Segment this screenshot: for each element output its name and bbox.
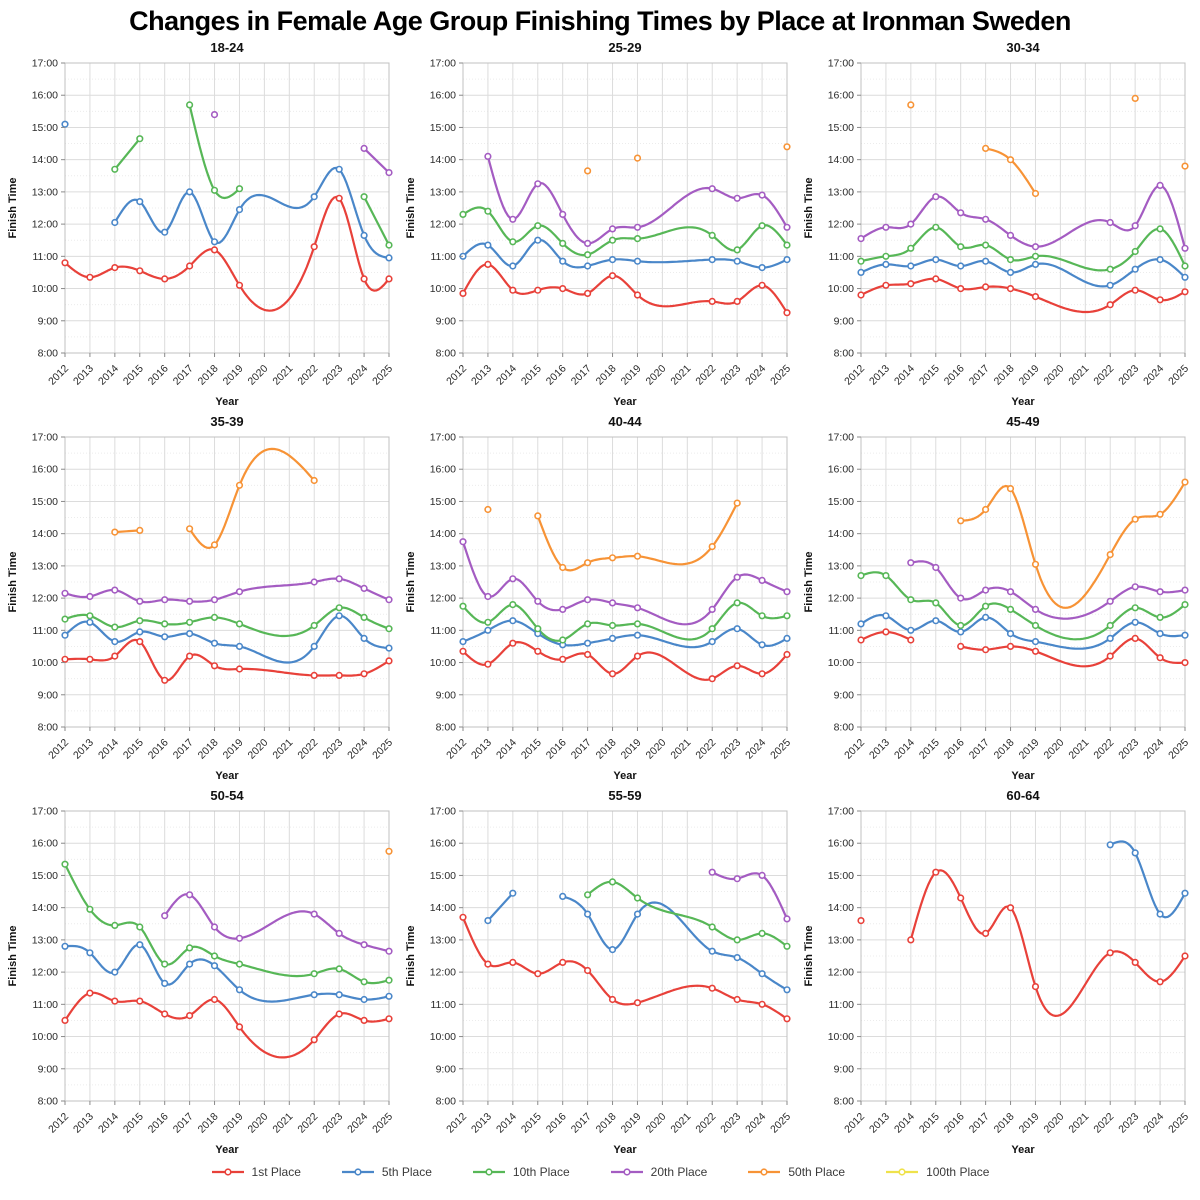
svg-text:15:00: 15:00 [31, 495, 58, 508]
svg-text:2021: 2021 [270, 736, 296, 762]
svg-text:13:00: 13:00 [429, 560, 456, 573]
svg-text:2019: 2019 [1016, 736, 1042, 762]
svg-text:2022: 2022 [693, 1110, 719, 1136]
svg-text:15:00: 15:00 [827, 495, 854, 508]
page-title: Changes in Female Age Group Finishing Times by Place at Ironman Sweden [129, 6, 1071, 36]
svg-text:2013: 2013 [867, 1110, 893, 1136]
svg-text:2014: 2014 [95, 362, 121, 388]
legend-item-20th-place [610, 1165, 708, 1179]
svg-text:16:00: 16:00 [31, 89, 58, 102]
svg-text:2021: 2021 [270, 1110, 296, 1136]
svg-text:2014: 2014 [493, 736, 519, 762]
svg-text:17:00: 17:00 [827, 57, 854, 70]
legend-label: 5th Place [381, 1165, 432, 1179]
svg-text:2013: 2013 [867, 736, 893, 762]
svg-text:17:00: 17:00 [827, 431, 854, 444]
svg-text:16:00: 16:00 [429, 463, 456, 476]
svg-text:12:00: 12:00 [429, 592, 456, 605]
svg-text:2019: 2019 [618, 1110, 644, 1136]
subplot-title: 18-24 [210, 40, 244, 55]
svg-text:2013: 2013 [469, 736, 495, 762]
svg-text:2012: 2012 [46, 736, 72, 762]
svg-text:2016: 2016 [941, 736, 967, 762]
subplot-25-29 [401, 39, 799, 413]
svg-text:2024: 2024 [345, 736, 371, 762]
subplot-title: 60-64 [1006, 788, 1040, 803]
svg-text:11:00: 11:00 [430, 250, 456, 263]
y-axis-label: Finish Time [405, 551, 417, 613]
svg-text:13:00: 13:00 [31, 560, 58, 573]
legend-label: 100th Place [926, 1165, 990, 1179]
subplot-45-49 [799, 413, 1197, 787]
subplot-35-39 [3, 413, 401, 787]
svg-text:2020: 2020 [1041, 362, 1067, 388]
legend-marker-icon [341, 1166, 375, 1178]
svg-text:2012: 2012 [842, 1110, 868, 1136]
x-axis-label: Year [613, 1144, 637, 1156]
svg-text:2015: 2015 [916, 362, 942, 388]
legend-marker-icon [610, 1166, 644, 1178]
svg-text:2024: 2024 [345, 1110, 371, 1136]
svg-text:2023: 2023 [1116, 736, 1142, 762]
svg-text:2015: 2015 [120, 1110, 146, 1136]
svg-text:11:00: 11:00 [430, 998, 456, 1011]
svg-text:2017: 2017 [568, 736, 594, 762]
svg-text:2022: 2022 [1091, 1110, 1117, 1136]
svg-text:12:00: 12:00 [827, 592, 854, 605]
svg-text:2023: 2023 [320, 362, 346, 388]
svg-text:2014: 2014 [493, 362, 519, 388]
svg-text:2013: 2013 [71, 1110, 97, 1136]
svg-text:10:00: 10:00 [827, 283, 854, 296]
svg-text:2023: 2023 [718, 1110, 744, 1136]
svg-text:9:00: 9:00 [833, 689, 854, 702]
x-axis-label: Year [215, 770, 239, 782]
subplot-title: 50-54 [210, 788, 244, 803]
svg-text:2019: 2019 [1016, 1110, 1042, 1136]
series-markers [62, 102, 392, 288]
svg-text:2021: 2021 [668, 1110, 694, 1136]
svg-text:17:00: 17:00 [31, 805, 58, 818]
legend-marker-icon [747, 1166, 781, 1178]
subplot-title: 55-59 [608, 788, 642, 803]
svg-text:14:00: 14:00 [827, 902, 854, 915]
subplot-title: 25-29 [608, 40, 642, 55]
svg-text:2017: 2017 [568, 362, 594, 388]
subplot-18-24 [3, 39, 401, 413]
svg-text:2020: 2020 [643, 362, 669, 388]
svg-text:2017: 2017 [170, 362, 196, 388]
svg-text:2020: 2020 [245, 1110, 271, 1136]
svg-text:2016: 2016 [941, 362, 967, 388]
svg-text:14:00: 14:00 [429, 902, 456, 915]
charts-grid [0, 39, 1200, 1161]
svg-text:12:00: 12:00 [31, 966, 58, 979]
svg-text:12:00: 12:00 [429, 966, 456, 979]
svg-text:10:00: 10:00 [827, 657, 854, 670]
svg-text:2025: 2025 [768, 362, 794, 388]
series-markers [460, 869, 790, 1021]
svg-text:9:00: 9:00 [37, 315, 58, 328]
svg-text:10:00: 10:00 [31, 1031, 58, 1044]
svg-text:2022: 2022 [1091, 736, 1117, 762]
svg-text:11:00: 11:00 [828, 624, 854, 637]
svg-text:17:00: 17:00 [429, 57, 456, 70]
svg-text:2013: 2013 [469, 1110, 495, 1136]
y-axis-label: Finish Time [7, 925, 19, 987]
svg-text:2022: 2022 [295, 736, 321, 762]
svg-text:15:00: 15:00 [31, 869, 58, 882]
y-axis-label: Finish Time [405, 925, 417, 987]
svg-text:10:00: 10:00 [31, 657, 58, 670]
svg-text:2020: 2020 [245, 362, 271, 388]
svg-text:2025: 2025 [1166, 1110, 1192, 1136]
y-axis-label: Finish Time [7, 551, 19, 613]
svg-text:2021: 2021 [668, 736, 694, 762]
svg-text:9:00: 9:00 [435, 1063, 456, 1076]
svg-text:13:00: 13:00 [429, 186, 456, 199]
svg-text:13:00: 13:00 [31, 186, 58, 199]
legend-marker-icon [472, 1166, 506, 1178]
svg-text:11:00: 11:00 [32, 998, 58, 1011]
svg-text:2022: 2022 [295, 362, 321, 388]
legend-item-5th-place [341, 1165, 432, 1179]
svg-text:14:00: 14:00 [31, 902, 58, 915]
y-axis-label: Finish Time [803, 925, 815, 987]
svg-text:12:00: 12:00 [827, 966, 854, 979]
svg-text:2014: 2014 [891, 1110, 917, 1136]
svg-text:16:00: 16:00 [827, 89, 854, 102]
svg-text:2018: 2018 [991, 736, 1017, 762]
svg-text:2017: 2017 [170, 1110, 196, 1136]
x-axis-label: Year [215, 396, 239, 408]
svg-text:2024: 2024 [1141, 362, 1167, 388]
svg-text:15:00: 15:00 [429, 121, 456, 134]
svg-text:11:00: 11:00 [430, 624, 456, 637]
subplot-55-59 [401, 787, 799, 1161]
svg-text:2025: 2025 [1166, 362, 1192, 388]
svg-text:17:00: 17:00 [31, 57, 58, 70]
svg-text:9:00: 9:00 [435, 315, 456, 328]
series-markers [62, 478, 392, 683]
svg-text:2023: 2023 [1116, 362, 1142, 388]
svg-text:13:00: 13:00 [827, 560, 854, 573]
svg-text:16:00: 16:00 [429, 837, 456, 850]
svg-text:2021: 2021 [668, 362, 694, 388]
subplot-50-54 [3, 787, 401, 1161]
svg-text:12:00: 12:00 [827, 218, 854, 231]
svg-text:2012: 2012 [842, 736, 868, 762]
svg-text:13:00: 13:00 [827, 934, 854, 947]
svg-text:15:00: 15:00 [429, 869, 456, 882]
svg-text:2015: 2015 [120, 362, 146, 388]
svg-text:2017: 2017 [966, 1110, 992, 1136]
subplot-30-34 [799, 39, 1197, 413]
y-axis-label: Finish Time [405, 177, 417, 239]
svg-text:2024: 2024 [1141, 736, 1167, 762]
subplot-title: 30-34 [1006, 40, 1040, 55]
svg-text:2018: 2018 [991, 362, 1017, 388]
svg-text:2021: 2021 [1066, 1110, 1092, 1136]
svg-text:2022: 2022 [1091, 362, 1117, 388]
svg-text:2024: 2024 [1141, 1110, 1167, 1136]
legend-marker-icon [885, 1166, 919, 1178]
svg-text:2013: 2013 [71, 362, 97, 388]
y-axis-label: Finish Time [803, 551, 815, 613]
svg-text:2025: 2025 [768, 1110, 794, 1136]
subplot-60-64 [799, 787, 1197, 1161]
svg-text:2021: 2021 [1066, 362, 1092, 388]
svg-text:15:00: 15:00 [827, 121, 854, 134]
svg-text:8:00: 8:00 [833, 347, 854, 360]
svg-text:2018: 2018 [195, 362, 221, 388]
series-lines [65, 449, 389, 681]
svg-text:10:00: 10:00 [827, 1031, 854, 1044]
svg-text:13:00: 13:00 [429, 934, 456, 947]
svg-text:14:00: 14:00 [429, 154, 456, 167]
svg-text:2014: 2014 [891, 736, 917, 762]
svg-text:2012: 2012 [46, 362, 72, 388]
svg-text:9:00: 9:00 [833, 315, 854, 328]
svg-text:2017: 2017 [966, 362, 992, 388]
svg-text:2022: 2022 [693, 736, 719, 762]
legend-label: 20th Place [650, 1165, 708, 1179]
svg-text:2014: 2014 [493, 1110, 519, 1136]
svg-text:14:00: 14:00 [429, 528, 456, 541]
svg-text:16:00: 16:00 [827, 837, 854, 850]
svg-text:2020: 2020 [1041, 736, 1067, 762]
svg-text:2016: 2016 [145, 1110, 171, 1136]
svg-text:2023: 2023 [718, 362, 744, 388]
subplot-40-44 [401, 413, 799, 787]
svg-text:2015: 2015 [518, 736, 544, 762]
svg-text:2016: 2016 [941, 1110, 967, 1136]
svg-text:2017: 2017 [170, 736, 196, 762]
svg-text:14:00: 14:00 [31, 528, 58, 541]
svg-text:9:00: 9:00 [435, 689, 456, 702]
svg-text:2015: 2015 [916, 1110, 942, 1136]
svg-text:9:00: 9:00 [37, 1063, 58, 1076]
svg-text:16:00: 16:00 [31, 463, 58, 476]
svg-text:11:00: 11:00 [32, 624, 58, 637]
svg-text:2016: 2016 [543, 1110, 569, 1136]
x-axis-label: Year [1011, 396, 1035, 408]
svg-text:11:00: 11:00 [828, 998, 854, 1011]
svg-text:2017: 2017 [966, 736, 992, 762]
svg-text:8:00: 8:00 [833, 1095, 854, 1108]
svg-text:2019: 2019 [618, 736, 644, 762]
x-axis-label: Year [1011, 1144, 1035, 1156]
svg-text:2020: 2020 [643, 1110, 669, 1136]
svg-text:2025: 2025 [370, 1110, 396, 1136]
svg-text:2025: 2025 [768, 736, 794, 762]
svg-text:16:00: 16:00 [31, 837, 58, 850]
svg-text:2020: 2020 [1041, 1110, 1067, 1136]
x-axis-label: Year [1011, 770, 1035, 782]
svg-text:15:00: 15:00 [31, 121, 58, 134]
svg-text:17:00: 17:00 [429, 805, 456, 818]
subplot-title: 35-39 [210, 414, 244, 429]
svg-text:2023: 2023 [320, 1110, 346, 1136]
svg-text:2015: 2015 [518, 1110, 544, 1136]
svg-text:2019: 2019 [618, 362, 644, 388]
legend-label: 50th Place [788, 1165, 846, 1179]
svg-text:2020: 2020 [245, 736, 271, 762]
svg-text:2023: 2023 [320, 736, 346, 762]
svg-text:2025: 2025 [370, 736, 396, 762]
svg-text:15:00: 15:00 [827, 869, 854, 882]
svg-text:11:00: 11:00 [828, 250, 854, 263]
svg-text:2018: 2018 [195, 1110, 221, 1136]
svg-text:2024: 2024 [743, 736, 769, 762]
svg-text:8:00: 8:00 [37, 1095, 58, 1108]
svg-text:16:00: 16:00 [827, 463, 854, 476]
svg-text:2019: 2019 [220, 1110, 246, 1136]
series-lines [911, 842, 1185, 1016]
legend-item-1st-place [211, 1165, 301, 1179]
svg-text:2018: 2018 [593, 1110, 619, 1136]
svg-text:14:00: 14:00 [31, 154, 58, 167]
svg-text:2012: 2012 [444, 736, 470, 762]
svg-text:2021: 2021 [270, 362, 296, 388]
svg-text:2019: 2019 [1016, 362, 1042, 388]
svg-text:2022: 2022 [295, 1110, 321, 1136]
svg-text:2016: 2016 [145, 362, 171, 388]
svg-text:15:00: 15:00 [429, 495, 456, 508]
svg-text:2019: 2019 [220, 362, 246, 388]
svg-text:8:00: 8:00 [37, 347, 58, 360]
svg-text:8:00: 8:00 [435, 347, 456, 360]
svg-text:2012: 2012 [444, 362, 470, 388]
svg-text:10:00: 10:00 [429, 283, 456, 296]
svg-text:2018: 2018 [195, 736, 221, 762]
svg-text:17:00: 17:00 [429, 431, 456, 444]
svg-text:2018: 2018 [593, 736, 619, 762]
svg-text:9:00: 9:00 [833, 1063, 854, 1076]
series-markers [62, 849, 392, 1043]
legend-item-10th-place [472, 1165, 570, 1179]
svg-text:2022: 2022 [693, 362, 719, 388]
svg-text:13:00: 13:00 [827, 186, 854, 199]
svg-text:8:00: 8:00 [37, 721, 58, 734]
svg-text:17:00: 17:00 [31, 431, 58, 444]
svg-text:2012: 2012 [46, 1110, 72, 1136]
svg-text:9:00: 9:00 [37, 689, 58, 702]
subplot-title: 40-44 [608, 414, 642, 429]
svg-text:2020: 2020 [643, 736, 669, 762]
svg-text:8:00: 8:00 [833, 721, 854, 734]
svg-text:11:00: 11:00 [32, 250, 58, 263]
series-lines [65, 864, 389, 1057]
svg-text:2023: 2023 [1116, 1110, 1142, 1136]
svg-text:2016: 2016 [145, 736, 171, 762]
legend-label: 10th Place [512, 1165, 570, 1179]
svg-text:13:00: 13:00 [31, 934, 58, 947]
svg-text:2013: 2013 [867, 362, 893, 388]
svg-text:14:00: 14:00 [827, 154, 854, 167]
svg-text:10:00: 10:00 [31, 283, 58, 296]
svg-text:2024: 2024 [743, 362, 769, 388]
svg-text:2023: 2023 [718, 736, 744, 762]
svg-text:17:00: 17:00 [827, 805, 854, 818]
svg-text:2012: 2012 [444, 1110, 470, 1136]
subplot-title: 45-49 [1006, 414, 1040, 429]
svg-text:2014: 2014 [95, 736, 121, 762]
svg-text:10:00: 10:00 [429, 1031, 456, 1044]
svg-text:2014: 2014 [95, 1110, 121, 1136]
y-axis-label: Finish Time [803, 177, 815, 239]
svg-text:2025: 2025 [1166, 736, 1192, 762]
svg-text:2015: 2015 [120, 736, 146, 762]
svg-text:8:00: 8:00 [435, 721, 456, 734]
series-lines [463, 503, 787, 680]
series-markers [460, 500, 790, 681]
svg-text:10:00: 10:00 [429, 657, 456, 670]
legend [0, 1165, 1200, 1179]
svg-text:2025: 2025 [370, 362, 396, 388]
x-axis-label: Year [613, 396, 637, 408]
svg-text:2018: 2018 [991, 1110, 1017, 1136]
legend-item-100th-place [885, 1165, 989, 1179]
legend-label: 1st Place [251, 1165, 301, 1179]
svg-text:2012: 2012 [842, 362, 868, 388]
svg-text:2017: 2017 [568, 1110, 594, 1136]
svg-text:2024: 2024 [743, 1110, 769, 1136]
svg-text:2016: 2016 [543, 736, 569, 762]
svg-text:2015: 2015 [518, 362, 544, 388]
y-axis-label: Finish Time [7, 177, 19, 239]
svg-text:2024: 2024 [345, 362, 371, 388]
svg-text:2013: 2013 [469, 362, 495, 388]
x-axis-label: Year [613, 770, 637, 782]
svg-text:2018: 2018 [593, 362, 619, 388]
svg-text:12:00: 12:00 [429, 218, 456, 231]
svg-text:16:00: 16:00 [429, 89, 456, 102]
svg-text:2019: 2019 [220, 736, 246, 762]
svg-text:12:00: 12:00 [31, 592, 58, 605]
svg-text:2014: 2014 [891, 362, 917, 388]
x-axis-label: Year [215, 1144, 239, 1156]
legend-marker-icon [211, 1166, 245, 1178]
series-markers [460, 144, 790, 316]
svg-text:14:00: 14:00 [827, 528, 854, 541]
svg-text:2021: 2021 [1066, 736, 1092, 762]
svg-text:2016: 2016 [543, 362, 569, 388]
legend-item-50th-place [747, 1165, 845, 1179]
svg-text:8:00: 8:00 [435, 1095, 456, 1108]
svg-text:2013: 2013 [71, 736, 97, 762]
svg-text:12:00: 12:00 [31, 218, 58, 231]
svg-text:2015: 2015 [916, 736, 942, 762]
